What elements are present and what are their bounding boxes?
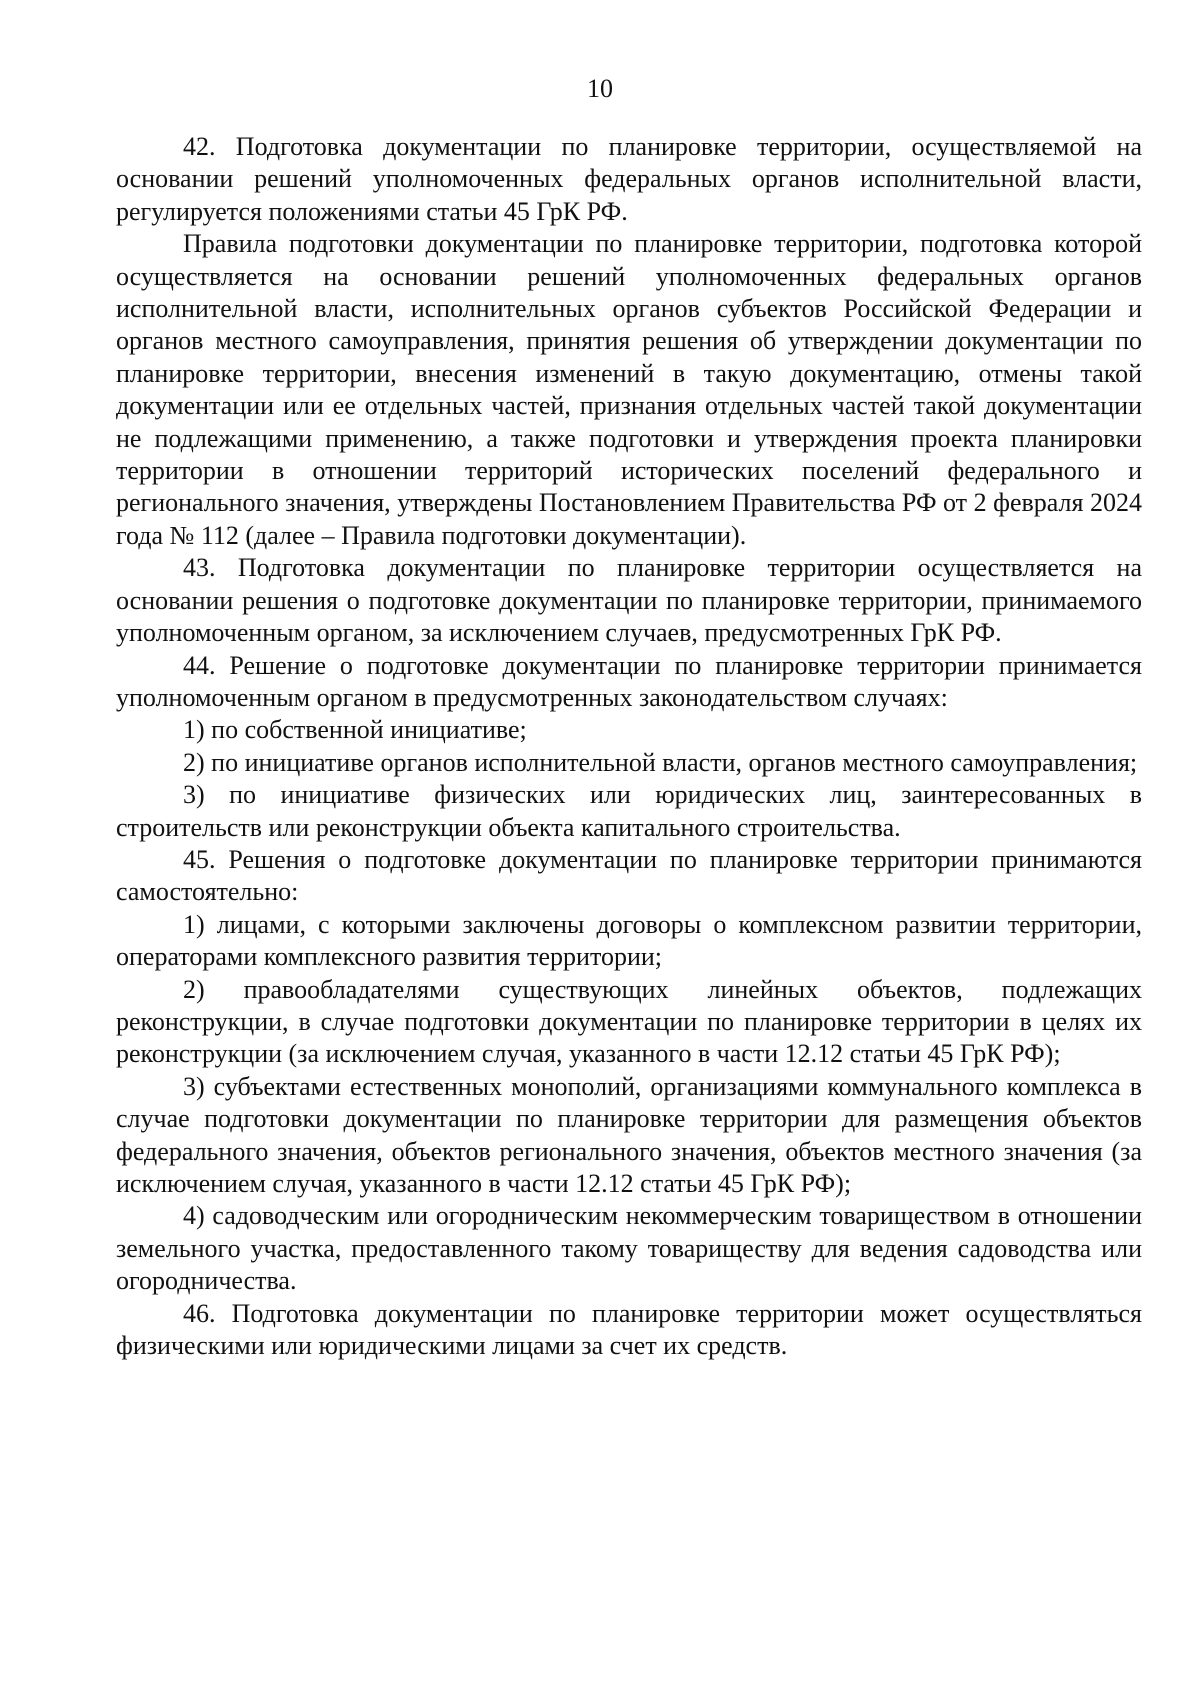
list-item-45-4: 4) садоводческим или огородническим некоммерческим товариществом в отношении земельного участка, предоставленного такому товариществу для ведения садоводства или огородничества. (116, 1201, 1142, 1296)
paragraph-45: 45. Решения о подготовке документации по планировке территории принимаются самостоятельно: (116, 844, 1142, 907)
document-body (116, 131, 1142, 1362)
list-item-44-3: 3) по инициативе физических или юридических лиц, заинтересованных в строительств или реконструкции объекта капитального строительства. (116, 780, 1142, 842)
paragraph-42: 42. Подготовка документации по планировке территории, осуществляемой на основании решений уполномоченных федеральных органов исполнительной власти, регулируется положениями статьи 45 ГрК РФ. (116, 132, 1142, 226)
paragraph-43: 43. Подготовка документации по планировке территории осуществляется на основании решения о подготовке документации по планировке территории, принимаемого уполномоченным органом, за исключением случаев, предусмотренных ГрК РФ. (116, 553, 1142, 648)
paragraph-44: 44. Решение о подготовке документации по планировке территории принимается уполномоченным органом в предусмотренных законодательством случаях: (116, 650, 1142, 712)
list-item-45-3: 3) субъектами естественных монополий, организациями коммунального комплекса в случае подготовки документации по планировке территории для размещения объектов федерального значения, объектов регионального значения, объектов местного значения (за исключением случая, указанного в части 12.12 статьи 45 ГрК РФ); (116, 1071, 1142, 1198)
page-number: 10 (587, 74, 613, 103)
list-item-45-2: 2) правообладателями существующих линейных объектов, подлежащих реконструкции, в случае подготовки документации по планировке территории в целях их реконструкции (за исключением случая, указанного в части 12.12 статьи 45 ГрК РФ); (116, 974, 1142, 1069)
list-item-45-1: 1) лицами, с которыми заключены договоры о комплексном развитии территории, операторами комплексного развития территории; (116, 909, 1142, 972)
list-item-44-2: 2) по инициативе органов исполнительной власти, органов местного самоуправления; (183, 747, 1138, 777)
list-item-44-1: 1) по собственной инициативе; (183, 715, 527, 745)
paragraph-rules: Правила подготовки документации по планировке территории, подготовка которой осуществляется на основании решений уполномоченных федеральных органов исполнительной власти, исполнительных органов субъектов Российской Федерации и органов местного самоуправления, принятия решения об утверждении документации по планировке территории, внесения изменений в такую документацию, отмены такой документации или ее отдельных частей, признания отдельных частей такой документации не подлежащими применению, а также подготовки и утверждения проекта планировки территории в отношении территорий исторических поселений федерального и регионального значения, утверждены Постановлением Правительства РФ от 2 февраля 2024 года № 112 (далее – Правила подготовки документации). (116, 229, 1142, 550)
paragraph-46: 46. Подготовка документации по планировке территории может осуществляться физическими или юридическими лицами за счет их средств. (116, 1298, 1142, 1361)
